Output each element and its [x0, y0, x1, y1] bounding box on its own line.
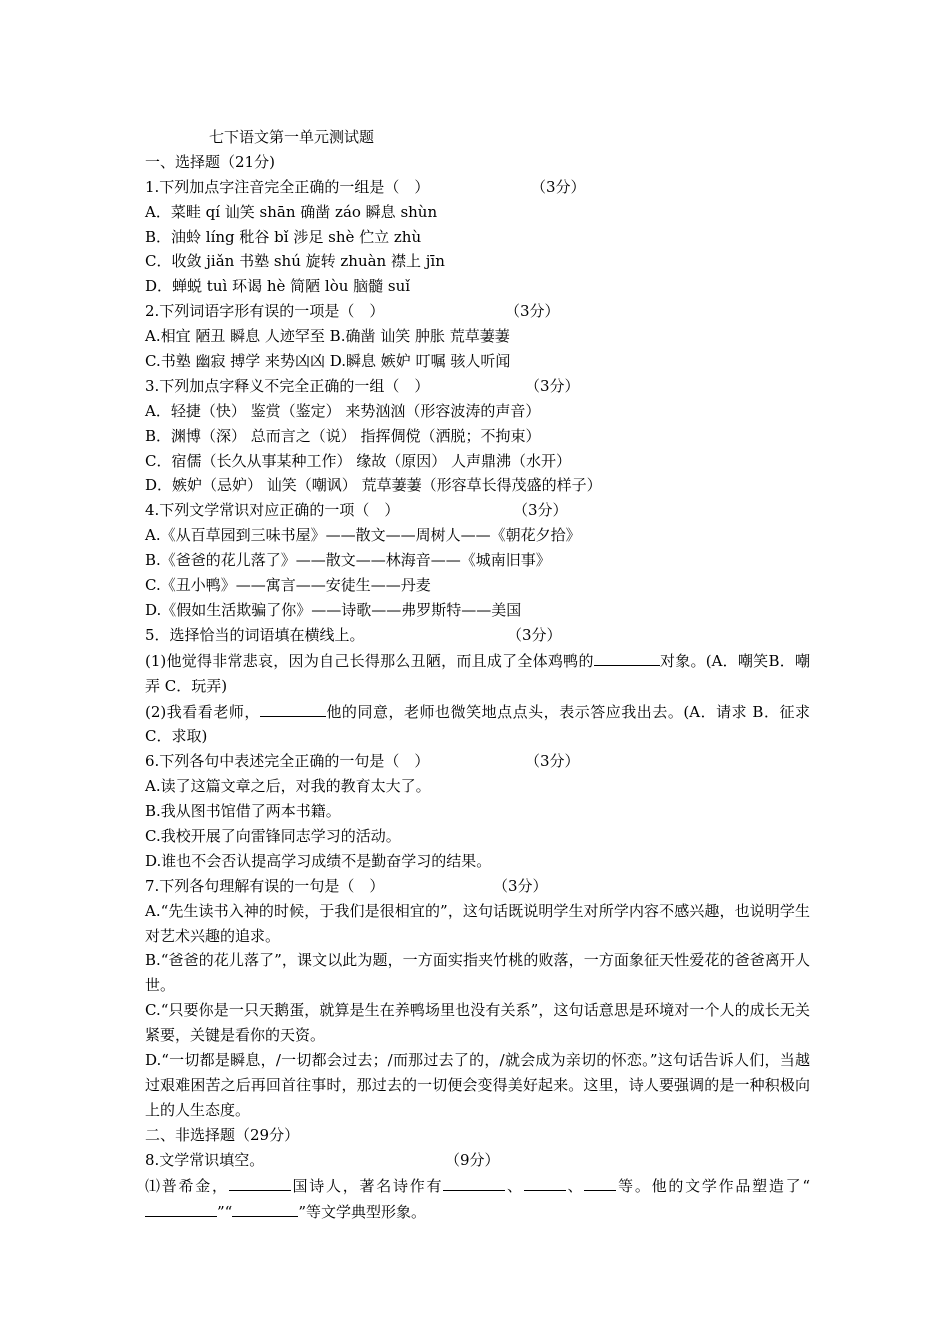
question-5-item-2-choices: 他的同意，老师也微笑地点点头，表示答应我出去。(A．请求 B．征求 C．求取) [145, 702, 810, 746]
question-8-stem: 8.文学常识填空。 [145, 1150, 265, 1169]
answer-blank[interactable] [260, 699, 326, 717]
exam-page [145, 125, 810, 1224]
question-4-stem: 4.下列文学常识对应正确的一项（ ） [145, 501, 400, 520]
question-8-item-1 [145, 1173, 810, 1225]
question-6-score: （3分） [525, 752, 580, 771]
question-3-score: （3分） [525, 376, 580, 395]
question-3-option-a: A．轻捷（快） 鉴赏（鉴定） 来势汹汹（形容波涛的声音） [145, 401, 541, 420]
question-1-option-c: C．收敛 jiǎn 书塾 shú 旋转 zhuàn 襟上 jīn [145, 252, 445, 271]
question-8-text: 等。他的文学作品塑造了“ [616, 1176, 810, 1195]
question-1-option-b: B．油蛉 líng 秕谷 bǐ 涉足 shè 伫立 zhù [145, 227, 422, 246]
question-6-option-b: B.我从图书馆借了两本书籍。 [145, 802, 341, 821]
question-3-option-d: D．嫉妒（忌妒） 讪笑（嘲讽） 荒草萋萋（形容草长得茂盛的样子） [145, 476, 602, 495]
question-5-item-2 [145, 699, 810, 750]
question-5-stem: 5．选择恰当的词语填在横线上。 [145, 625, 365, 644]
question-3-stem: 3.下列加点字释义不完全正确的一组（ ） [145, 376, 430, 395]
question-7-score: （3分） [493, 876, 548, 895]
question-1 [145, 175, 810, 200]
question-3-option-b: B．渊博（深） 总而言之（说） 指挥倜傥（洒脱；不拘束） [145, 426, 541, 445]
question-2-option-cd: C.书塾 幽寂 搏学 来势凶凶 D.瞬息 嫉妒 叮嘱 骇人听闻 [145, 352, 511, 371]
question-6-option-d: D.谁也不会否认提高学习成绩不是勤奋学习的结果。 [145, 851, 492, 870]
question-7-option-c: C.“只要你是一只天鹅蛋，就算是生在养鸭场里也没有关系”，这句话意思是环境对一个人的成长无关紧要，关键是看你的天资。 [145, 1001, 810, 1045]
question-4-option-c: C.《丑小鸭》——寓言——安徒生——丹麦 [145, 576, 431, 595]
question-2-option-ab: A.相宜 陋丑 瞬息 人迹罕至 B.确凿 讪笑 肿胀 荒草萋萋 [145, 327, 510, 346]
question-8-text: 、 [505, 1176, 524, 1195]
question-5 [145, 623, 810, 648]
question-1-stem: 1.下列加点字注音完全正确的一组是（ ） [145, 177, 430, 196]
section-heading-choice: 一、选择题（21分) [145, 152, 275, 171]
question-2-stem: 2.下列词语字形有误的一项是（ ） [145, 302, 385, 321]
question-5-score: （3分） [507, 625, 562, 644]
question-7 [145, 874, 810, 899]
question-8 [145, 1148, 810, 1173]
page-title: 七下语文第一单元测试题 [209, 128, 375, 146]
question-5-item-1-text: (1)他觉得非常悲哀，因为自己长得那么丑陋，而且成了全体鸡鸭的 [145, 651, 594, 670]
question-4-option-d: D.《假如生活欺骗了你》——诗歌——弗罗斯特——美国 [145, 600, 522, 619]
question-5-item-1 [145, 648, 810, 699]
question-4-option-a: A.《从百草园到三味书屋》——散文——周树人——《朝花夕拾》 [145, 526, 581, 545]
question-5-item-2-text: (2)我看看老师， [145, 702, 260, 721]
question-1-score: （3分） [531, 177, 586, 196]
question-6 [145, 749, 810, 774]
answer-blank-country[interactable] [229, 1173, 291, 1191]
question-2 [145, 299, 810, 324]
question-8-score: （9分） [445, 1150, 500, 1169]
answer-blank[interactable] [594, 648, 660, 666]
answer-blank-work-1[interactable] [443, 1173, 505, 1191]
answer-blank-character-1[interactable] [145, 1199, 217, 1217]
question-1-option-a: A．菜畦 qí 讪笑 shān 确凿 záo 瞬息 shùn [145, 202, 438, 221]
answer-blank-character-2[interactable] [232, 1199, 298, 1217]
question-7-stem: 7.下列各句理解有误的一句是（ ） [145, 876, 385, 895]
question-1-option-d: D．蝉蜕 tuì 环谒 hè 简陋 lòu 脑髓 suǐ [145, 277, 411, 296]
question-7-option-d: D.“一切都是瞬息，/一切都会过去；/而那过去了的，/就会成为亲切的怀恋。”这句话告诉人们，当越过艰难困苦之后再回首往事时，那过去的一切便会变得美好起来。这里，诗人要强调的是一种积极向上的人生态度。 [145, 1051, 810, 1119]
question-4 [145, 498, 810, 523]
question-7-option-a: A.“先生读书入神的时候，于我们是很相宜的”，这句话既说明学生对所学内容不感兴趣，也说明学生对艺术兴趣的追求。 [145, 901, 810, 945]
question-8-text: ”等文学典型形象。 [298, 1202, 427, 1221]
question-8-text: 、 [565, 1176, 585, 1195]
answer-blank-work-2[interactable] [524, 1173, 566, 1191]
question-7-option-b: B.“爸爸的花儿落了”，课文以此为题，一方面实指夹竹桃的败落，一方面象征天性爱花的爸爸离开人世。 [145, 951, 810, 995]
question-5-item-1-choices: 对象。(A．嘲笑B．嘲弄 C．玩弄) [145, 651, 810, 695]
question-8-text: ”“ [217, 1202, 233, 1221]
question-8-text: 国诗人，著名诗作有 [290, 1176, 444, 1195]
answer-blank-work-3[interactable] [584, 1173, 616, 1191]
section-heading-nonchoice: 二、非选择题（29分） [145, 1125, 300, 1144]
question-2-score: （3分） [505, 302, 560, 321]
question-4-option-b: B.《爸爸的花儿落了》——散文——林海音——《城南旧事》 [145, 551, 551, 570]
question-6-stem: 6.下列各句中表述完全正确的一句是（ ） [145, 752, 430, 771]
question-6-option-c: C.我校开展了向雷锋同志学习的活动。 [145, 827, 401, 845]
question-3-option-c: C．宿儒（长久从事某种工作） 缘故（原因） 人声鼎沸（水开） [145, 451, 572, 470]
question-3 [145, 374, 810, 399]
question-4-score: （3分） [513, 501, 568, 520]
question-6-option-a: A.读了这篇文章之后，对我的教育太大了。 [145, 777, 431, 796]
question-8-text: ⑴普希金， [145, 1176, 229, 1195]
